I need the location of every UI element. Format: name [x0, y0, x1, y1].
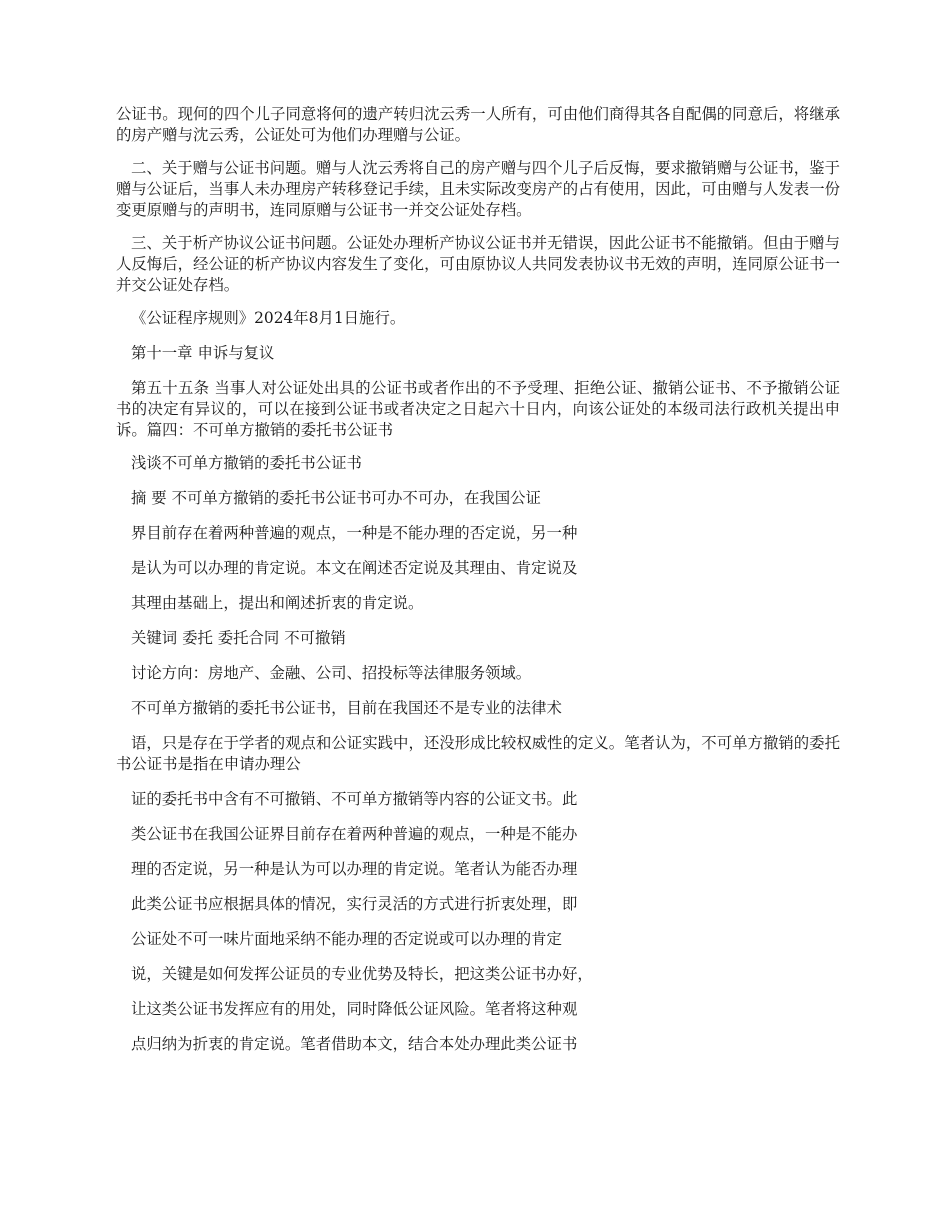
paragraph-continuation: 公证书。现何的四个儿子同意将何的遗产转归沈云秀一人所有，可由他们商得其各自配偶的同意后，将继承的房产赠与沈云秀，公证处可为他们办理赠与公证。 [116, 105, 840, 144]
body-line-3: 证的委托书中含有不可撤销、不可单方撤销等内容的公证文书。此 [131, 790, 578, 808]
discussion-direction: 讨论方向：房地产、金融、公司、招投标等法律服务领域。 [131, 664, 532, 682]
paragraph-partition-agreement: 三、关于析产协议公证书问题。公证处办理析产协议公证书并无错误，因此公证书不能撤销。但由于赠与人反悔后，经公证的析产协议内容发生了变化，可由原协议人共同发表协议书无效的声明，连同原公证书一并交公证处存档。 [116, 234, 840, 294]
body-line-6: 此类公证书应根据具体的情况，实行灵活的方式进行折衷处理，即 [131, 895, 578, 913]
abstract-line-4: 其理由基础上，提出和阐述折衷的肯定说。 [131, 594, 424, 612]
body-line-8: 说，关键是如何发挥公证员的专业优势及特长，把这类公证书办好， [131, 965, 593, 983]
body-line-4: 类公证书在我国公证界目前存在着两种普遍的观点，一种是不能办 [131, 825, 578, 843]
article-55: 第五十五条 当事人对公证处出具的公证书或者作出的不予受理、拒绝公证、撤销公证书、不予撤销公证书的决定有异议的，可以在接到公证书或者决定之日起六十日内，向该公证处的本级司法行政机关提出申诉。篇四：不可单方撤销的委托书公证书 [116, 379, 840, 439]
chapter-heading: 第十一章 申诉与复议 [131, 344, 275, 362]
body-line-5: 理的否定说，另一种是认为可以办理的肯定说。笔者认为能否办理 [131, 860, 578, 878]
body-line-7: 公证处不可一味片面地采纳不能办理的否定说或可以办理的肯定 [131, 930, 562, 948]
abstract-line-3: 是认为可以办理的肯定说。本文在阐述否定说及其理由、肯定说及 [131, 559, 578, 577]
body-line-10: 点归纳为折衷的肯定说。笔者借助本文，结合本处办理此类公证书 [131, 1035, 578, 1053]
body-line-2: 语，只是存在于学者的观点和公证实践中，还没形成比较权威性的定义。笔者认为，不可单方撤销的委托书公证书是指在申请办理公 [116, 734, 840, 773]
body-line-1: 不可单方撤销的委托书公证书，目前在我国还不是专业的法律术 [131, 699, 562, 717]
paragraph-rules-effective: 《公证程序规则》2024年8月1日施行。 [131, 309, 406, 327]
article-title: 浅谈不可单方撤销的委托书公证书 [131, 454, 362, 472]
abstract-line-2: 界目前存在着两种普遍的观点，一种是不能办理的否定说，另一种 [131, 524, 578, 542]
document-body [116, 104, 840, 1069]
keywords: 关键词 委托 委托合同 不可撤销 [131, 629, 346, 647]
abstract-line-1: 摘 要 不可单方撤销的委托书公证书可办不可办，在我国公证 [131, 489, 541, 507]
paragraph-gift-notarization: 二、关于赠与公证书问题。赠与人沈云秀将自己的房产赠与四个儿子后反悔，要求撤销赠与公证书，鉴于赠与公证后，当事人未办理房产转移登记手续，且未实际改变房产的占有使用，因此，可由赠与人发表一份变更原赠与的声明书，连同原赠与公证书一并交公证处存档。 [116, 159, 840, 219]
body-line-9: 让这类公证书发挥应有的用处，同时降低公证风险。笔者将这种观 [131, 1000, 578, 1018]
